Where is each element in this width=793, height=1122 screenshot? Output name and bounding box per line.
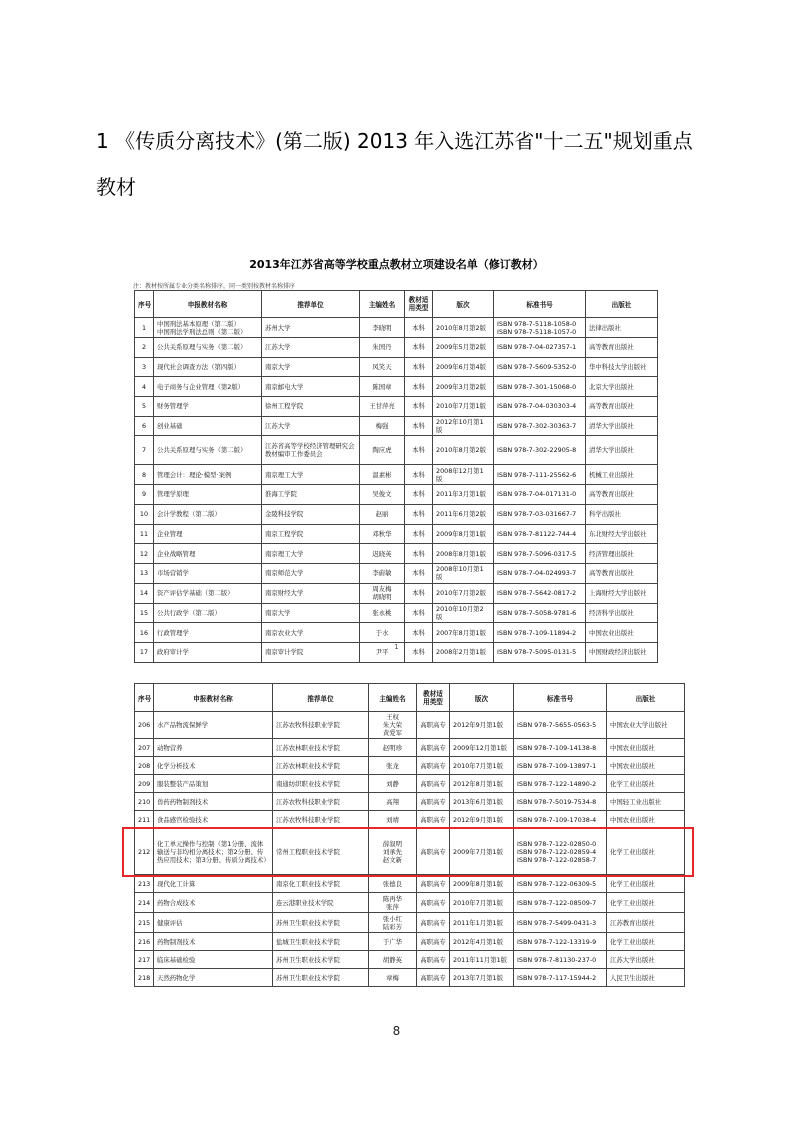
- table-cell: 江苏农牧科技职业学院: [273, 811, 369, 829]
- table-cell: 江苏大学: [262, 416, 360, 436]
- table-cell: 张龙: [369, 757, 417, 775]
- table-cell: 徐州工程学院: [262, 397, 360, 417]
- table-cell: 208: [135, 757, 154, 775]
- table-cell: 化学工业出版社: [607, 893, 685, 913]
- table-cell: 2011年11月第1版: [450, 951, 514, 969]
- table-cell: 2009年7月第1版: [450, 829, 514, 875]
- table-cell: 企业战略管理: [154, 544, 262, 564]
- table-cell: 政府审计学: [154, 642, 262, 662]
- table-cell: 清华大学出版社: [586, 436, 658, 465]
- table-cell: 江苏大学: [262, 338, 360, 358]
- table-row: [135, 583, 658, 603]
- table-cell: 2013年7月第1版: [450, 969, 514, 987]
- table-cell: 2011年3月第1版: [433, 485, 494, 505]
- table-cell: ISBN 978-7-117-15944-2: [514, 969, 607, 987]
- table-cell: 迟晓英: [360, 544, 405, 564]
- table-cell: 本科: [405, 583, 433, 603]
- table-row: [135, 544, 658, 564]
- table-cell: ISBN 978-7-5118-1058-0 ISBN 978-7-5118-1057-0: [494, 318, 586, 338]
- table-cell: 朱国丹: [360, 338, 405, 358]
- header-cell: 申报教材名称: [154, 684, 273, 712]
- table-cell: ISBN 978-7-5499-0431-3: [514, 913, 607, 933]
- table-cell: 本科: [405, 318, 433, 338]
- header-cell: 推荐单位: [273, 684, 369, 712]
- table-cell: 现代化工计算: [154, 875, 273, 893]
- table-row: [135, 969, 685, 987]
- textbook-table-page1: [134, 290, 658, 663]
- table-row: [135, 318, 658, 338]
- table-cell: 江苏农林职业技术学院: [273, 739, 369, 757]
- table-cell: 本科: [405, 377, 433, 397]
- table-cell: 张小红 陆彩芳: [369, 913, 417, 933]
- table-cell: 常州工程职业技术学院: [273, 829, 369, 875]
- table-cell: 本科: [405, 563, 433, 583]
- table-note: 注：教材按所属专业分类名称排序，同一类别按教材名称排序: [133, 283, 296, 290]
- table-cell: 清华大学出版社: [586, 416, 658, 436]
- table-cell: 15: [135, 603, 154, 623]
- table-cell: ISBN 978-7-5095-0131-5: [494, 642, 586, 662]
- table-cell: 创业基础: [154, 416, 262, 436]
- table-cell: 市场营销学: [154, 563, 262, 583]
- table-cell: 赵丽: [360, 504, 405, 524]
- table-row: [135, 397, 658, 417]
- header-cell: 序号: [135, 291, 154, 318]
- table-cell: ISBN 978-7-109-17038-4: [514, 811, 607, 829]
- table-cell: 2011年6月第2版: [433, 504, 494, 524]
- table-row: [135, 623, 658, 643]
- table-cell: 张德良: [369, 875, 417, 893]
- table-cell: 服装整装产品策划: [154, 775, 273, 793]
- table-cell: 张永桃: [360, 603, 405, 623]
- table-row: [135, 893, 685, 913]
- table-row: [135, 563, 658, 583]
- table-cell: 南京财经大学: [262, 583, 360, 603]
- table-cell: 中国轻工业出版社: [607, 793, 685, 811]
- table-cell: 化学工业出版社: [607, 829, 685, 875]
- table-row: [135, 875, 685, 893]
- table-cell: 210: [135, 793, 154, 811]
- table-cell: ISBN 978-7-04-027357-1: [494, 338, 586, 358]
- table-cell: ISBN 978-7-109-13897-1: [514, 757, 607, 775]
- table-cell: 2010年7月第1版: [450, 757, 514, 775]
- table-row: [135, 951, 685, 969]
- table-cell: 临床基础检验: [154, 951, 273, 969]
- table-row: [135, 416, 658, 436]
- table-cell: 化学工业出版社: [607, 933, 685, 951]
- table-cell: 2012年10月第1版: [433, 416, 494, 436]
- table-cell: 207: [135, 739, 154, 757]
- table-cell: 科学出版社: [586, 504, 658, 524]
- table-cell: 2009年5月第2版: [433, 338, 494, 358]
- table-cell: 2012年9月第1版: [450, 811, 514, 829]
- table-cell: 本科: [405, 524, 433, 544]
- table-cell: 高职高专: [417, 951, 450, 969]
- table-cell: ISBN 978-7-5058-9781-6: [494, 603, 586, 623]
- table-cell: 章梅: [369, 969, 417, 987]
- table-cell: 周友梅 胡晓明: [360, 583, 405, 603]
- table-cell: 2: [135, 338, 154, 358]
- table-cell: 南京师范大学: [262, 563, 360, 583]
- table-cell: 苏州大学: [262, 318, 360, 338]
- table-cell: 高职高专: [417, 829, 450, 875]
- table-cell: 南京大学: [262, 603, 360, 623]
- table-cell: 211: [135, 811, 154, 829]
- table-cell: 9: [135, 485, 154, 505]
- table-cell: 人民卫生出版社: [607, 969, 685, 987]
- table-cell: 本科: [405, 642, 433, 662]
- table-cell: 华中科技大学出版社: [586, 357, 658, 377]
- table-cell: 218: [135, 969, 154, 987]
- header-cell: 标准书号: [494, 291, 586, 318]
- table-cell: 13: [135, 563, 154, 583]
- table-cell: 4: [135, 377, 154, 397]
- table-cell: 南京审计学院: [262, 642, 360, 662]
- table-cell: ISBN 978-7-122-13319-9: [514, 933, 607, 951]
- table-cell: 淮海工学院: [262, 485, 360, 505]
- table-cell: 17: [135, 642, 154, 662]
- table-cell: 南京邮电大学: [262, 377, 360, 397]
- table-cell: 刘静: [369, 775, 417, 793]
- table-cell: 中国农业出版社: [607, 739, 685, 757]
- table-cell: 中国农业出版社: [586, 623, 658, 643]
- table-cell: 刘靖: [369, 811, 417, 829]
- table-cell: 中国财政经济出版社: [586, 642, 658, 662]
- table-cell: 于广华: [369, 933, 417, 951]
- table-cell: 214: [135, 893, 154, 913]
- table-cell: ISBN 978-7-122-02850-0 ISBN 978-7-122-02859-4 ISBN 978-7-122-02858-7: [514, 829, 607, 875]
- table-cell: 本科: [405, 416, 433, 436]
- table-cell: 2012年8月第1版: [450, 775, 514, 793]
- table-row: [135, 504, 658, 524]
- table-cell: ISBN 978-7-5609-5352-0: [494, 357, 586, 377]
- table-cell: ISBN 978-7-5019-7534-8: [514, 793, 607, 811]
- table-cell: ISBN 978-7-302-30363-7: [494, 416, 586, 436]
- table-cell: 高等教育出版社: [586, 485, 658, 505]
- table-header-row: [135, 684, 685, 712]
- table-cell: 于水: [360, 623, 405, 643]
- table-cell: 经济科学出版社: [586, 603, 658, 623]
- header-cell: 出版社: [586, 291, 658, 318]
- table-cell: 8: [135, 465, 154, 485]
- table-cell: 高职高专: [417, 893, 450, 913]
- table-cell: 2012年4月第1版: [450, 933, 514, 951]
- header-cell: 主编姓名: [369, 684, 417, 712]
- table-cell: 2010年8月第2版: [433, 436, 494, 465]
- table-row: [135, 524, 658, 544]
- table-cell: 健康评估: [154, 913, 273, 933]
- table-row: [135, 793, 685, 811]
- table-cell: 高职高专: [417, 933, 450, 951]
- table-row: [135, 465, 658, 485]
- table-cell: ISBN 978-7-5642-0817-2: [494, 583, 586, 603]
- table-body: [135, 318, 658, 663]
- table-cell: 217: [135, 951, 154, 969]
- header-cell: 主编姓名: [360, 291, 405, 318]
- table-cell: 北京大学出版社: [586, 377, 658, 397]
- table-cell: 南通纺织职业技术学院: [273, 775, 369, 793]
- table-cell: 5: [135, 397, 154, 417]
- table-cell: 化工单元操作与控制（第1分册、流体输送与非均相分离技术；第2分册、传热应用技术；第3分册、传质分离技术）: [154, 829, 273, 875]
- table-cell: 2009年8月第1版: [450, 875, 514, 893]
- table-cell: 高翔: [369, 793, 417, 811]
- table-row: [135, 913, 685, 933]
- table-cell: 上海财经大学出版社: [586, 583, 658, 603]
- table-cell: 高职高专: [417, 757, 450, 775]
- table-cell: 南京理工大学: [262, 544, 360, 564]
- table-cell: 金陵科技学院: [262, 504, 360, 524]
- table-cell: 公共关系原理与实务（第二版）: [154, 436, 262, 465]
- table-cell: ISBN 978-7-03-031667-7: [494, 504, 586, 524]
- table-row: [135, 757, 685, 775]
- table-cell: 梅强: [360, 416, 405, 436]
- table-row: [135, 436, 658, 465]
- table-cell: 温素彬: [360, 465, 405, 485]
- table-cell: 中国刑法基本原理（第二版） 中国刑法学刑法总则（第二版）: [154, 318, 262, 338]
- table-cell: 2013年6月第1版: [450, 793, 514, 811]
- table-cell: 江苏省高等学校经济管理研究会教材编审工作委员会: [262, 436, 360, 465]
- table-cell: 邓秋华: [360, 524, 405, 544]
- table-cell: 2010年8月第2版: [433, 318, 494, 338]
- table-cell: 高职高专: [417, 793, 450, 811]
- table-cell: 213: [135, 875, 154, 893]
- table-header-row: [135, 291, 658, 318]
- table-cell: 高职高专: [417, 913, 450, 933]
- table-title: 2013年江苏省高等学校重点教材立项建设名单（修订教材）: [249, 258, 544, 271]
- table-cell: 水产品物流保鲜学: [154, 712, 273, 739]
- table-cell: 高等教育出版社: [586, 563, 658, 583]
- table-cell: 南京大学: [262, 357, 360, 377]
- table-cell: 食品感官检验技术: [154, 811, 273, 829]
- table-cell: 3: [135, 357, 154, 377]
- table-row: [135, 338, 658, 358]
- table-cell: ISBN 978-7-109-11894-2: [494, 623, 586, 643]
- table-cell: ISBN 978-7-81122-744-4: [494, 524, 586, 544]
- table-cell: ISBN 978-7-302-22905-8: [494, 436, 586, 465]
- table-row: [135, 357, 658, 377]
- table-cell: 高职高专: [417, 775, 450, 793]
- table-cell: 连云港职业技术学院: [273, 893, 369, 913]
- header-cell: 版次: [450, 684, 514, 712]
- table-cell: 王权 朱大荣 黄爱军: [369, 712, 417, 739]
- table-cell: 209: [135, 775, 154, 793]
- table-cell: 行政管理学: [154, 623, 262, 643]
- table-cell: 2008年8月第1版: [433, 544, 494, 564]
- page-number: 8: [392, 1024, 401, 1038]
- table-cell: 12: [135, 544, 154, 564]
- table-cell: 王甘萍亮: [360, 397, 405, 417]
- table-cell: 本科: [405, 544, 433, 564]
- table-row: [135, 485, 658, 505]
- table-row: [135, 377, 658, 397]
- table-cell: 6: [135, 416, 154, 436]
- table-cell: 高等教育出版社: [586, 338, 658, 358]
- table-cell: 本科: [405, 465, 433, 485]
- table-cell: 中国农业出版社: [607, 811, 685, 829]
- highlight-box: [122, 827, 694, 877]
- table-cell: 江苏大学出版社: [607, 951, 685, 969]
- table-cell: 2008年2月第1版: [433, 642, 494, 662]
- table-cell: ISBN 978-7-111-25562-6: [494, 465, 586, 485]
- inner-page-number: 1: [394, 643, 399, 651]
- table-cell: 14: [135, 583, 154, 603]
- table-row: [135, 603, 658, 623]
- table-cell: 本科: [405, 357, 433, 377]
- table-cell: 本科: [405, 338, 433, 358]
- table-cell: 2010年7月第1版: [450, 893, 514, 913]
- table-cell: 化学分析技术: [154, 757, 273, 775]
- header-cell: 申报教材名称: [154, 291, 262, 318]
- table-cell: 2010年7月第1版: [433, 397, 494, 417]
- table-cell: ISBN 978-7-04-017131-0: [494, 485, 586, 505]
- table-cell: 现代社会调查方法（第四版）: [154, 357, 262, 377]
- table-cell: 2008年12月第1版: [433, 465, 494, 485]
- table-cell: 吴俊文: [360, 485, 405, 505]
- table-cell: 216: [135, 933, 154, 951]
- table-cell: 16: [135, 623, 154, 643]
- table-cell: 2008年10月第1版: [433, 563, 494, 583]
- table-cell: 215: [135, 913, 154, 933]
- table-cell: 陶应虎: [360, 436, 405, 465]
- table-cell: 兽药药物制剂技术: [154, 793, 273, 811]
- table-cell: 苏州卫生职业技术学院: [273, 969, 369, 987]
- table-cell: ISBN 978-7-04-024993-7: [494, 563, 586, 583]
- table-cell: 管理学原理: [154, 485, 262, 505]
- table-cell: 风笑天: [360, 357, 405, 377]
- table-cell: 李晓明: [360, 318, 405, 338]
- table-cell: 尹平: [360, 642, 405, 662]
- section-heading: 1 《传质分离技术》(第二版) 2013 年入选江苏省"十二五"规划重点教材: [96, 129, 693, 199]
- table-cell: 206: [135, 712, 154, 739]
- table-cell: ISBN 978-7-5096-0317-5: [494, 544, 586, 564]
- table-cell: 赵明珍: [369, 739, 417, 757]
- table-cell: 2012年9月第1版: [450, 712, 514, 739]
- table-cell: 电子商务与企业管理（第2版）: [154, 377, 262, 397]
- table-cell: 中国农业大学出版社: [607, 712, 685, 739]
- header-cell: 版次: [433, 291, 494, 318]
- table-cell: 2009年3月第2版: [433, 377, 494, 397]
- table-cell: 南京化工职业技术学院: [273, 875, 369, 893]
- table-row: [135, 933, 685, 951]
- table-cell: ISBN 978-7-301-15068-0: [494, 377, 586, 397]
- table-cell: 薛叙明 刘承先 赵文新: [369, 829, 417, 875]
- table-cell: 经济管理出版社: [586, 544, 658, 564]
- table-cell: 东北财经大学出版社: [586, 524, 658, 544]
- header-cell: 标准书号: [514, 684, 607, 712]
- table-cell: 动物营养: [154, 739, 273, 757]
- table-cell: 10: [135, 504, 154, 524]
- table-cell: 苏州卫生职业技术学院: [273, 913, 369, 933]
- table-cell: 高职高专: [417, 811, 450, 829]
- table-cell: 高职高专: [417, 969, 450, 987]
- table-row: [135, 712, 685, 739]
- header-cell: 推荐单位: [262, 291, 360, 318]
- table-cell: 2009年12月第1版: [450, 739, 514, 757]
- table-cell: 2011年1月第1版: [450, 913, 514, 933]
- table-cell: 1: [135, 318, 154, 338]
- table-cell: 高职高专: [417, 739, 450, 757]
- table-cell: 2007年8月第1版: [433, 623, 494, 643]
- table-row: [135, 811, 685, 829]
- table-cell: ISBN 978-7-122-14890-2: [514, 775, 607, 793]
- table-cell: 江苏农林职业技术学院: [273, 757, 369, 775]
- table-cell: ISBN 978-7-5655-0563-5: [514, 712, 607, 739]
- table-cell: ISBN 978-7-122-06309-5: [514, 875, 607, 893]
- table-cell: 本科: [405, 623, 433, 643]
- table-cell: 陈国章: [360, 377, 405, 397]
- table-cell: 公共关系原理与实务（第二版）: [154, 338, 262, 358]
- table-cell: 本科: [405, 397, 433, 417]
- table-cell: ISBN 978-7-109-14138-8: [514, 739, 607, 757]
- table-cell: 管理会计：理论·模型·案例: [154, 465, 262, 485]
- header-cell: 教材适用类型: [417, 684, 450, 712]
- table-cell: 天然药物化学: [154, 969, 273, 987]
- table-cell: 南京农业大学: [262, 623, 360, 643]
- table-cell: 本科: [405, 485, 433, 505]
- header-cell: 出版社: [607, 684, 685, 712]
- table-cell: 2009年6月第4版: [433, 357, 494, 377]
- table-row: [135, 775, 685, 793]
- table-cell: 资产评估学基础（第二版）: [154, 583, 262, 603]
- table-cell: ISBN 978-7-81130-237-0: [514, 951, 607, 969]
- table-cell: 2010年7月第2版: [433, 583, 494, 603]
- table-cell: 高职高专: [417, 875, 450, 893]
- table-cell: 高等教育出版社: [586, 397, 658, 417]
- header-cell: 序号: [135, 684, 154, 712]
- table-cell: 本科: [405, 603, 433, 623]
- table-cell: 2010年10月第2版: [433, 603, 494, 623]
- table-cell: 本科: [405, 504, 433, 524]
- table-cell: ISBN 978-7-122-08509-7: [514, 893, 607, 913]
- table-row: [135, 739, 685, 757]
- table-cell: 盐城卫生职业技术学院: [273, 933, 369, 951]
- table-cell: 2009年8月第1版: [433, 524, 494, 544]
- table-cell: 11: [135, 524, 154, 544]
- table-cell: 会计学教程（第二版）: [154, 504, 262, 524]
- table-cell: 李蔚敏: [360, 563, 405, 583]
- table-cell: 化学工业出版社: [607, 775, 685, 793]
- table-cell: 企业管理: [154, 524, 262, 544]
- table-cell: 7: [135, 436, 154, 465]
- table-cell: 高职高专: [417, 712, 450, 739]
- table-cell: 中国农业出版社: [607, 757, 685, 775]
- table-cell: 南京理工大学: [262, 465, 360, 485]
- table-cell: 江苏农牧科技职业学院: [273, 793, 369, 811]
- table-cell: 江苏农牧科技职业学院: [273, 712, 369, 739]
- header-cell: 教材适用类型: [405, 291, 433, 318]
- table-cell: 江苏教育出版社: [607, 913, 685, 933]
- table-cell: 化学工业出版社: [607, 875, 685, 893]
- table-cell: 机械工业出版社: [586, 465, 658, 485]
- table-cell: 财务管理学: [154, 397, 262, 417]
- table-cell: 本科: [405, 436, 433, 465]
- table-cell: 212: [135, 829, 154, 875]
- table-cell: 南京工程学院: [262, 524, 360, 544]
- table-cell: 胡静英: [369, 951, 417, 969]
- table-cell: 药物制剂技术: [154, 933, 273, 951]
- table-cell: 药物合成技术: [154, 893, 273, 913]
- table-cell: 法律出版社: [586, 318, 658, 338]
- table-cell: 苏州卫生职业技术学院: [273, 951, 369, 969]
- table-cell: 陈再华 张萍: [369, 893, 417, 913]
- table-cell: ISBN 978-7-04-030303-4: [494, 397, 586, 417]
- table-cell: 公共行政学（第二版）: [154, 603, 262, 623]
